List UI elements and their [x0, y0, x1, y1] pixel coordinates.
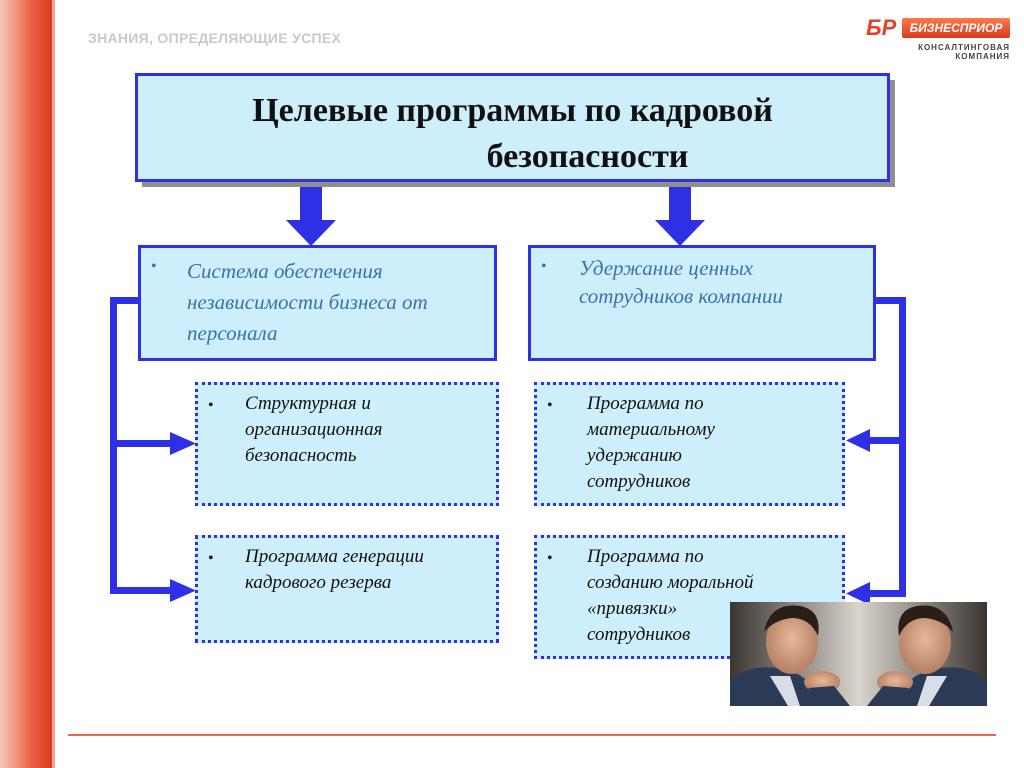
bullet: •	[151, 258, 157, 275]
text-line: сотрудников	[587, 624, 691, 645]
page-title	[138, 88, 887, 180]
text-line: материальному	[587, 419, 715, 440]
bullet: •	[547, 550, 553, 567]
text-line: кадрового резерва	[245, 572, 392, 593]
program-text	[245, 391, 495, 469]
program-box-material-retention	[534, 382, 845, 506]
footer-divider	[68, 734, 996, 736]
arrow-down-left	[286, 180, 336, 246]
text-line: Программа генерации	[245, 546, 424, 567]
branch-box-right	[528, 245, 876, 361]
bullet: •	[208, 550, 214, 567]
title-line-2: безопасности	[486, 138, 689, 175]
branch-box-left	[138, 245, 497, 361]
text-line: Удержание ценных	[579, 256, 753, 280]
branch-text-left	[187, 256, 493, 349]
text-line: «привязки»	[587, 598, 678, 619]
text-line: Структурная и	[245, 393, 371, 414]
arrow-down-right	[655, 180, 705, 246]
program-box-personnel-reserve	[195, 535, 499, 643]
text-line: Программа по	[587, 546, 704, 567]
branch-text-right	[579, 254, 873, 310]
photo-thinking-men	[730, 602, 987, 706]
title-line-1: Целевые программы по кадровой	[252, 92, 773, 129]
program-box-structural-security	[195, 382, 499, 506]
program-text	[245, 544, 497, 596]
logo-name: БИЗНЕСПРИОР	[902, 18, 1010, 38]
text-line: организационная	[245, 419, 383, 440]
text-line: безопасность	[245, 445, 357, 466]
bullet: •	[541, 258, 547, 275]
text-line: Система обеспечения	[187, 259, 383, 283]
bullet: •	[547, 397, 553, 414]
header-slogan: ЗНАНИЯ, ОПРЕДЕЛЯЮЩИЕ УСПЕХ	[88, 30, 342, 46]
text-line: независимости бизнеса от	[187, 290, 428, 314]
program-text	[587, 391, 842, 495]
text-line: сотрудников компании	[579, 284, 783, 308]
logo-tagline: КОНСАЛТИНГОВАЯ КОМПАНИЯ	[918, 43, 1010, 61]
title-box	[135, 73, 890, 182]
logo-mark: БР	[866, 15, 897, 40]
text-line: сотрудников	[587, 471, 691, 492]
text-line: удержанию	[587, 445, 682, 466]
bullet: •	[208, 397, 214, 414]
text-line: созданию моральной	[587, 572, 754, 593]
text-line: Программа по	[587, 393, 704, 414]
text-line: персонала	[187, 321, 278, 345]
